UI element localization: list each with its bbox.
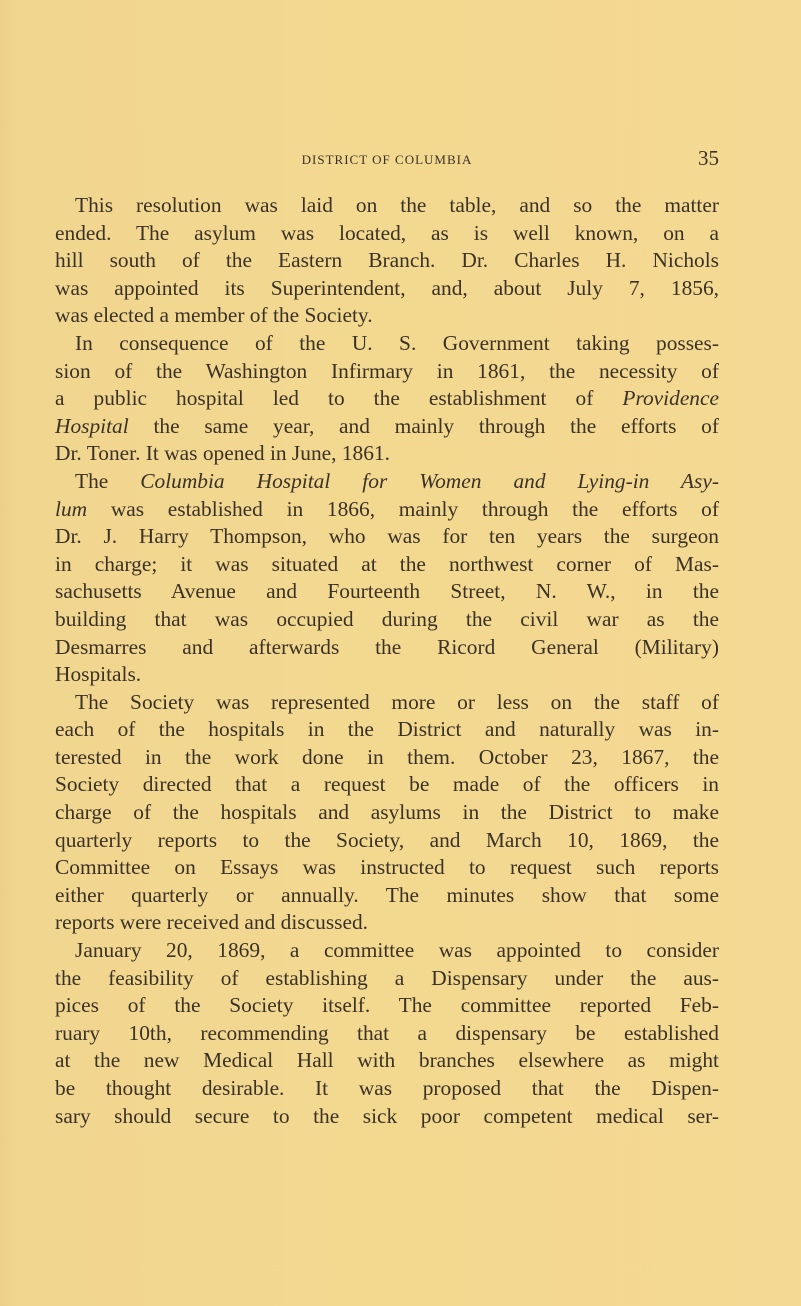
- text-line: either quarterly or annually. The minutes show that some: [55, 882, 719, 907]
- text-line: reports were received and discussed.: [55, 910, 369, 935]
- italic-title: lum: [55, 496, 88, 521]
- text-line: [55, 496, 719, 524]
- paragraph-hospital-reports: [55, 689, 719, 937]
- paragraph-dispensary: [55, 937, 719, 1130]
- text-line: charge of the hospitals and asylums in the District to make: [55, 800, 719, 825]
- text-line: [55, 468, 719, 496]
- text-line: was appointed its Superintendent, and, about July 7, 1856,: [55, 275, 719, 300]
- text-line: Desmarres and afterwards the Ricord General (Military): [55, 634, 719, 659]
- text-span: The: [75, 468, 141, 493]
- text-line: January 20, 1869, a committee was appointed to consider: [75, 938, 719, 963]
- text-line: the feasibility of establishing a Dispensary under the aus-: [55, 965, 719, 990]
- text-span: was established in 1866, mainly through the efforts of: [87, 496, 719, 521]
- text-line: building that was occupied during the civil war as the: [55, 606, 719, 631]
- text-line: ruary 10th, recommending that a dispensary be established: [55, 1020, 719, 1045]
- text-line: was elected a member of the Society.: [55, 303, 373, 328]
- text-line: Hospitals.: [55, 662, 142, 687]
- text-line: sary should secure to the sick poor competent medical ser-: [55, 1103, 719, 1128]
- text-line: pices of the Society itself. The committee reported Feb-: [55, 993, 719, 1018]
- text-line: each of the hospitals in the District and naturally was in-: [55, 717, 719, 742]
- text-line: hill south of the Eastern Branch. Dr. Charles H. Nichols: [55, 248, 719, 273]
- running-head: [55, 148, 719, 172]
- italic-title: Columbia Hospital for Women and Lying-in Asy-: [140, 468, 719, 493]
- paragraph-asylum: [55, 192, 719, 330]
- running-title: DISTRICT OF COLUMBIA: [301, 152, 473, 167]
- text-line: quarterly reports to the Society, and March 10, 1869, the: [55, 827, 719, 852]
- text-line: Dr. J. Harry Thompson, who was for ten years the surgeon: [55, 524, 719, 549]
- text-span: the same year, and mainly through the efforts of: [153, 413, 719, 438]
- text-line: [55, 413, 719, 441]
- text-line: ended. The asylum was located, as is well known, on a: [55, 220, 719, 245]
- text-line: terested in the work done in them. October 23, 1867, the: [55, 744, 719, 769]
- italic-title: Hospital: [55, 413, 129, 438]
- text-line: in charge; it was situated at the northwest corner of Mas-: [55, 551, 719, 576]
- italic-title: Providence: [622, 386, 719, 411]
- text-line: The Society was represented more or less on the staff of: [75, 689, 719, 714]
- text-line: at the new Medical Hall with branches elsewhere as might: [55, 1048, 719, 1073]
- body-text: [55, 192, 719, 1130]
- text-line: Society directed that a request be made of the officers in: [55, 772, 719, 797]
- paragraph-columbia-hospital: [55, 468, 719, 689]
- text-line: This resolution was laid on the table, and so the matter: [75, 193, 719, 217]
- text-line: be thought desirable. It was proposed that the Dispen-: [55, 1076, 719, 1100]
- text-line: Committee on Essays was instructed to request such reports: [55, 855, 719, 880]
- text-line: Dr. Toner. It was opened in June, 1861.: [55, 441, 390, 466]
- text-line: sachusetts Avenue and Fourteenth Street, N. W., in the: [55, 579, 719, 604]
- text-line: sion of the Washington Infirmary in 1861, the necessity of: [55, 358, 719, 383]
- text-line: [55, 385, 719, 413]
- text-line: In consequence of the U. S. Government taking posses-: [75, 330, 719, 355]
- page-number: 35: [698, 146, 719, 170]
- paragraph-providence-hospital: [55, 330, 719, 468]
- text-span: a public hospital led to the establishment of: [55, 386, 623, 411]
